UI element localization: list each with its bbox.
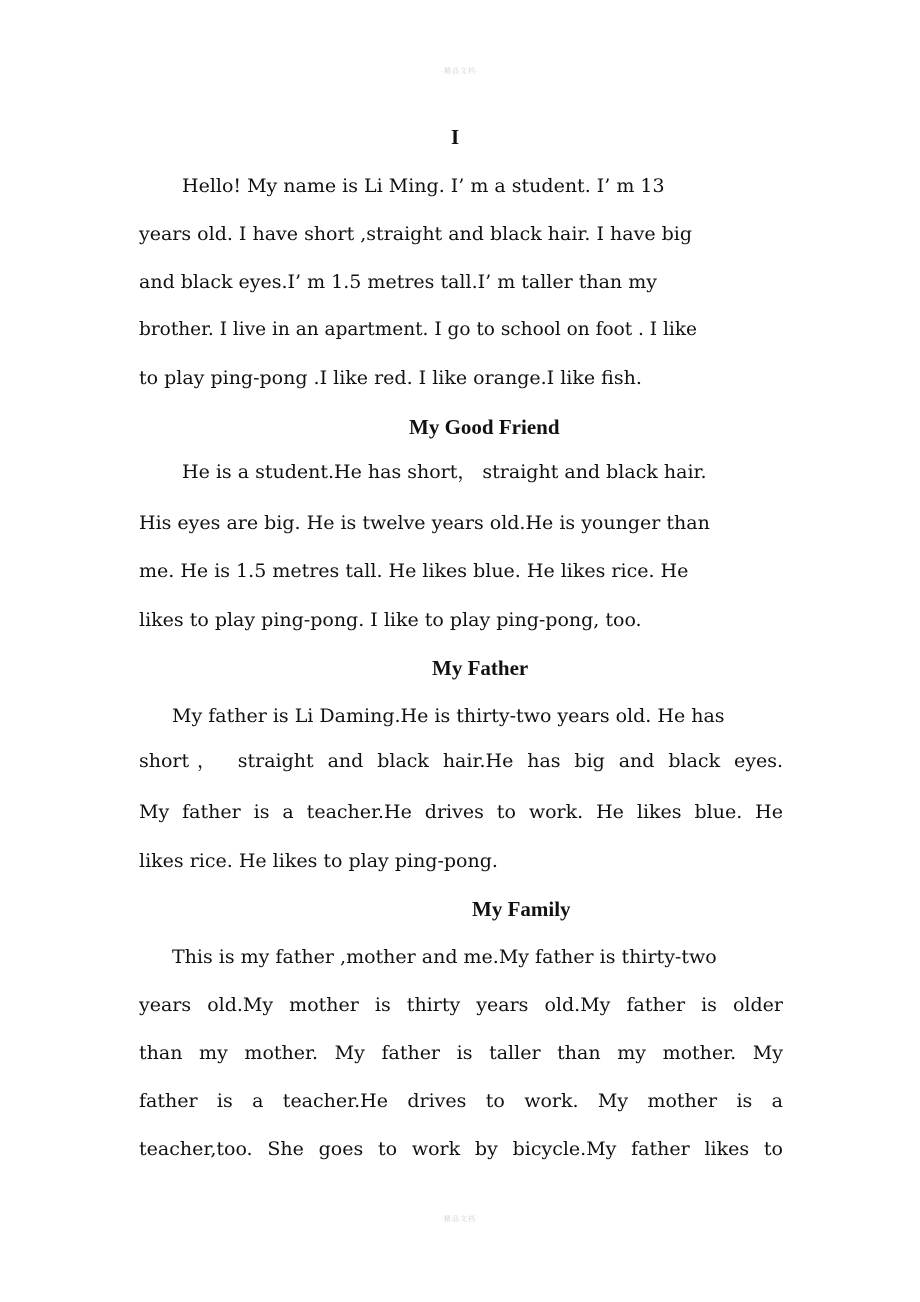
paragraph-line: father is a teacher.He drives to work. My mother is a (139, 1090, 783, 1112)
paragraph-line: me. He is 1.5 metres tall. He likes blue. He likes rice. He (139, 560, 689, 582)
header-watermark: ·精品文档· (440, 68, 480, 75)
footer-watermark: ·精品文档· (440, 1216, 480, 1223)
paragraph-line: Hello! My name is Li Ming. I’ m a student. I’ m 13 (182, 175, 665, 197)
paragraph-line: to play ping-pong .I like red. I like orange.I like fish. (139, 367, 642, 389)
paragraph-line: than my mother. My father is taller than my mother. My (139, 1042, 783, 1064)
section-heading-my-good-friend: My Good Friend (409, 415, 560, 439)
section-heading-my-family: My Family (472, 897, 571, 921)
paragraph-line: brother. I live in an apartment. I go to school on foot . I like (139, 319, 697, 340)
paragraph-line: teacher,too. She goes to work by bicycle.My father likes to (139, 1138, 783, 1160)
paragraph-line: His eyes are big. He is twelve years old.He is younger than (139, 512, 710, 534)
paragraph-line: This is my father ,mother and me.My father is thirty-two (172, 946, 717, 968)
section-heading-my-father: My Father (432, 656, 529, 680)
paragraph-line: and black eyes.I’ m 1.5 metres tall.I’ m taller than my (139, 271, 657, 293)
paragraph-line: short， straight and black hair.He has big and black eyes. (139, 750, 783, 772)
paragraph-line: years old.My mother is thirty years old.My father is older (139, 994, 783, 1016)
paragraph-line: He is a student.He has short， straight and black hair. (182, 461, 707, 483)
paragraph-line: My father is a teacher.He drives to work. He likes blue. He (139, 801, 783, 823)
paragraph-line: years old. I have short ,straight and black hair. I have big (139, 223, 693, 245)
section-heading-i: I (451, 125, 460, 149)
paragraph-line: likes to play ping-pong. I like to play ping-pong, too. (139, 609, 642, 631)
paragraph-line: likes rice. He likes to play ping-pong. (139, 850, 498, 872)
paragraph-line: My father is Li Daming.He is thirty-two years old. He has (172, 705, 725, 727)
